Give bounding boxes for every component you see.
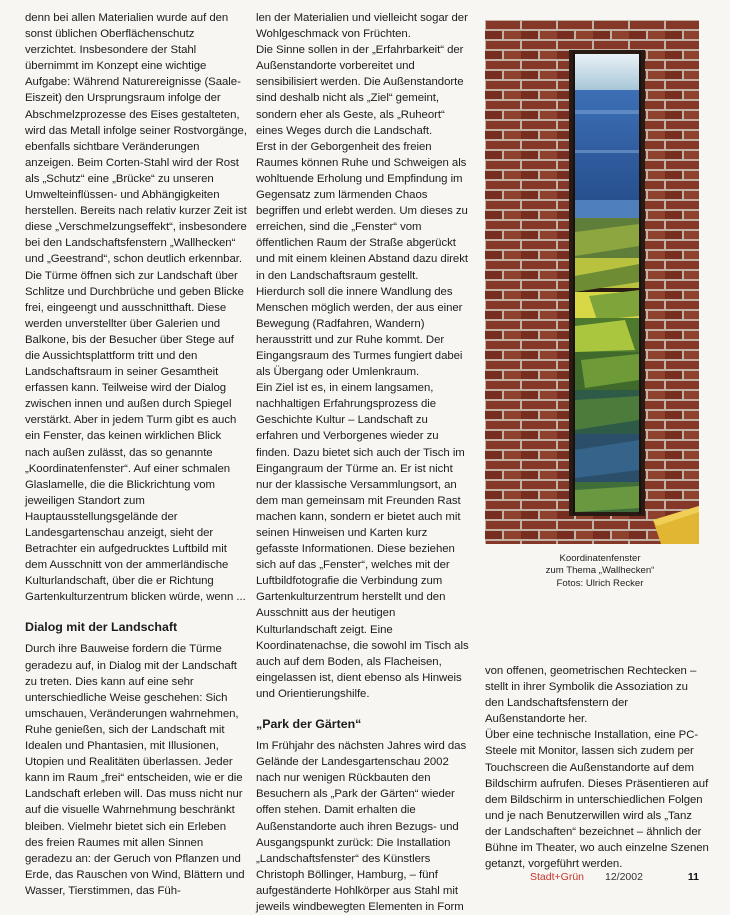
paragraph: len der Materialien und vielleicht sogar der Wohlgeschmack von Früchten. bbox=[256, 12, 468, 41]
caption-credit: Fotos: Ulrich Recker bbox=[556, 577, 644, 589]
magazine-name: Stadt+Grün bbox=[530, 871, 584, 883]
section-heading: Dialog mit der Landschaft bbox=[25, 620, 178, 635]
photo-koordinatenfenster bbox=[485, 20, 699, 544]
section-heading: „Park der Gärten“ bbox=[256, 717, 362, 732]
issue-number: 12/2002 bbox=[605, 871, 643, 883]
text-column-2 bbox=[256, 10, 470, 915]
photo-caption bbox=[515, 553, 685, 590]
paragraph: Im Frühjahr des nächsten Jahres wird das Gelände der Landesgartenschau 2002 nach nur wenigen Rückbauten den Besuchern als „Park der Gärten“ wieder offen stehen. Damit erhalten die Außenstandorte auch ihren Bezugs- und Ausgangspunkt zurück: Die Installation „Landschaftsfenster“ des Künstlers Christoph Böllinger, Hamburg, – fünf aufgeständerte Hohlkörper aus Stahl mit jeweils windbewegten Elementen in Form bbox=[256, 740, 467, 913]
paragraph: denn bei allen Materialien wurde auf den sonst üblichen Oberflächenschutz verzichtet. Insbesondere der Stahl übernimmt im Konzept eine wichtige Aufgabe: Während Naturereignisse (Saale-Eiszeit) den Ursprungsraum infolge der Abschmelzprozesse des Eises gestalteten, wird das Metall infolge seiner Rostvorgänge, ebenfalls sichtbare Veränderungen anzeigen. Beim Corten-Stahl wird der Rost als „Schutz“ eine „Brücke“ zu unseren Umwelteinflüssen- und Abhängigkeiten herstellen. Bereits nach relativ kurzer Zeit ist diese „Verschmelzungseffekt“, insbesondere bei den Landschaftsfenstern „Wallhecken“ und „Geestrand“, schon deutlich erkennbar. Die Türme öffnen sich zur Landschaft über Schlitze und Durchbrüche und geben Blicke frei, eingeengt und ausschnitthaft. Diese werden unverstellter über Galerien und Balkone, bis der Besucher über Stege auf die Aussichtsplattform tritt und den Landschaftsraum in seiner Gesamtheit erfassen kann. Teilweise wird der Dialog zwischen innen und außen durch Spiegel verstärkt. Aber in jedem Turm gibt es auch ein Fenster, das keinen wirklichen Blick nach außen zulässt, das so genannte „Koordinatenfenster“. Auf einer schmalen Glaslamelle, die die Blickrichtung vom jeweiligen Standort zum Hauptausstellungsgelände der Landesgartenschau anzeigt, sieht der Betrachter ein aufgedrucktes Luftbild mit dem Ausschnitt von der ammerländische Kulturlandschaft, über die er Richtung Gartenkulturzentrum blicken würde, wenn ... bbox=[25, 12, 247, 604]
paragraph: von offenen, geometrischen Rechtecken – stellt in ihrer Symbolik die Assoziation zu den Landschaftsfenstern der Außenstandorte her. bbox=[485, 665, 697, 726]
paragraph: Ein Ziel ist es, in einem langsamen, nachhaltigen Erfahrungsprozess die Geschichte Kultur – Landschaft zu erfahren und Verborgenes wieder zu finden. Dazu bietet sich auch der Tisch im Eingangraum der Türme an. Er ist nicht nur der klassische Versammlungsort, an dem man gemeinsam mit Freunden Rast machen kann, sondern er bietet auch mit seinen Hinweisen und Karten kurz gefasste Informationen. Diese beziehen sich auf das „Fenster“, welches mit der Luftbildfotografie die Verbindung zum Gartenkulturzentrum herstellt und den Ausschnitt aus der heutigen Kulturlandschaft zeigt. Eine Koordinatenachse, die sowohl im Tisch als auch auf dem Boden, als Flacheisen, eingelassen ist, dient ebenso als Hinweis und Orientierungshilfe. bbox=[256, 382, 469, 700]
paragraph: Über eine technische Installation, eine PC-Steele mit Monitor, lassen sich zudem per Touchscreen die Außenstandorte auf dem Bildschirm aufrufen. Dieses Präsentieren auf dem Bildschirm in unterschiedlichen Folgen und je nach Benutzerwillen wird als „Tanz der Landschaften“ bezeichnet – ähnlich der Bühne im Theater, wo auch einzelne Szenen getanzt, vorgeführt werden. bbox=[485, 729, 709, 871]
text-column-3 bbox=[485, 663, 709, 872]
paragraph: Erst in der Geborgenheit des freien Raumes können Ruhe und Schweigen als wohltuende Erholung und Empfindung im Gegensatz zum lärmenden Chaos begriffen und erlebt werden. Um dieses zu erreichen, sind die „Fenster“ vom öffentlichen Raum der Straße abgerückt und mit einem kleinen Abstand dazu direkt in den Landschaftsraum gestellt. Hierdurch soll die innere Wandlung des Menschen möglich werden, der aus einer Bewegung (Radfahren, Wandern) herausstritt und zur Ruhe kommt. Der Eingangsraum des Turmes fungiert dabei als Übergang oder Umlenkraum. bbox=[256, 140, 468, 379]
paragraph: Die Sinne sollen in der „Erfahrbarkeit“ der Außenstandorte vorbereitet und sensibilisiert werden. Die Außenstandorte sind deshalb nicht als „Ziel“ gemeint, sondern eher als Geste, als „Ruheort“ eines Weges durch die Landschaft. bbox=[256, 44, 464, 137]
page-footer bbox=[485, 871, 703, 887]
caption-line: Koordinatenfenster bbox=[559, 553, 641, 564]
text-column-1 bbox=[25, 10, 247, 899]
caption-line: zum Thema „Wallhecken“ bbox=[545, 565, 655, 577]
paragraph: Durch ihre Bauweise fordern die Türme geradezu auf, in Dialog mit der Landschaft zu treten. Dies kann auf eine sehr unterschiedliche Weise geschehen: Sich umschauen, Veränderungen wahrnehmen, Ruhe genießen, sich der Landschaft mit Idealen und Phantasien, mit Illusionen, Utopien und Realitäten überlassen. Jeder kann im Raum „frei“ entscheiden, wie er die Landschaft erleben will. Das muss nicht nur auf die visuelle Wahrnehmung beschränkt bleiben. Vielmehr bietet sich ein Erleben des freien Raumes mit allen Sinnen geradezu an: der Geruch von Pflanzen und Erde, das Rauschen von Wind, Blättern und Wasser, Tierstimmen, das Füh- bbox=[25, 643, 245, 897]
page-number: 11 bbox=[687, 871, 699, 883]
